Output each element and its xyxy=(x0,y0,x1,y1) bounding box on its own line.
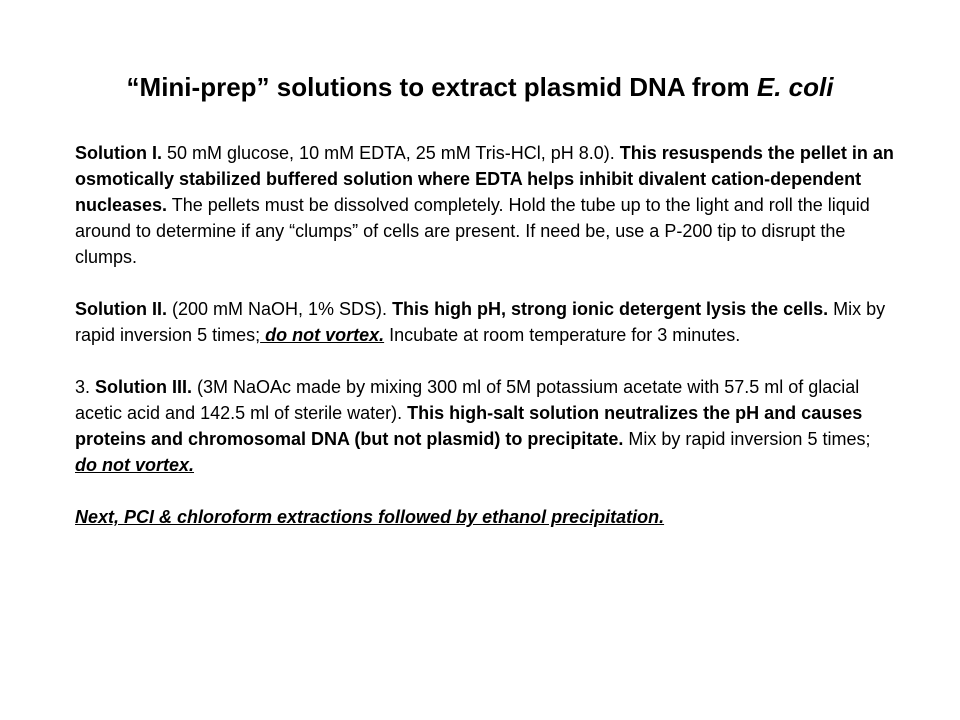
solution-3-paragraph xyxy=(75,374,895,478)
solution-2-instruction-a: Mix by rapid inversion 5 times; xyxy=(75,299,886,345)
solution-1-instructions: The pellets must be dissolved completely. Hold the tube up to the light and roll the liquid around to determine if any “clumps” of cells are present. If need be, use a P-200 tip to disrupt the clumps. xyxy=(75,195,870,267)
solution-2-label: Solution II. xyxy=(75,299,167,319)
title-species-text: E. coli xyxy=(756,72,834,102)
next-step-paragraph xyxy=(75,504,895,530)
solution-2-purpose: This high pH, strong ionic detergent lysis the cells. xyxy=(392,299,829,319)
solution-2-paragraph xyxy=(75,296,895,348)
solution-1-label: Solution I. xyxy=(75,143,162,163)
solution-1-paragraph xyxy=(75,140,895,270)
next-step-text: Next, PCI & chloroform extractions followed by ethanol precipitation. xyxy=(75,507,665,527)
solution-3-composition: (3M NaOAc made by mixing 300 ml of 5M potassium acetate with 57.5 ml of glacial acetic acid and 142.5 ml of sterile water). xyxy=(75,377,860,423)
solution-3-number: 3. xyxy=(75,377,96,397)
solution-3-purpose: This high-salt solution neutralizes the pH and causes proteins and chromosomal DNA (but not plasmid) to precipitate. xyxy=(75,403,863,449)
slide-title xyxy=(40,70,920,104)
solution-3-warning: do not vortex. xyxy=(75,455,195,475)
solution-2-instruction-b: Incubate at room temperature for 3 minutes. xyxy=(384,325,741,345)
solution-1-purpose: This resuspends the pellet in an osmotically stabilized buffered solution where EDTA helps inhibit divalent cation-dependent nucleases. xyxy=(75,143,894,215)
solution-3-instruction: Mix by rapid inversion 5 times; xyxy=(623,429,871,449)
slide-body xyxy=(75,140,895,556)
solution-2-composition: (200 mM NaOH, 1% SDS). xyxy=(167,299,393,319)
solution-2-warning: do not vortex. xyxy=(260,325,385,345)
solution-3-label: Solution III. xyxy=(95,377,193,397)
solution-1-composition: 50 mM glucose, 10 mM EDTA, 25 mM Tris-HCl, pH 8.0). xyxy=(162,143,620,163)
title-main-text: “Mini-prep” solutions to extract plasmid DNA from xyxy=(126,72,757,102)
